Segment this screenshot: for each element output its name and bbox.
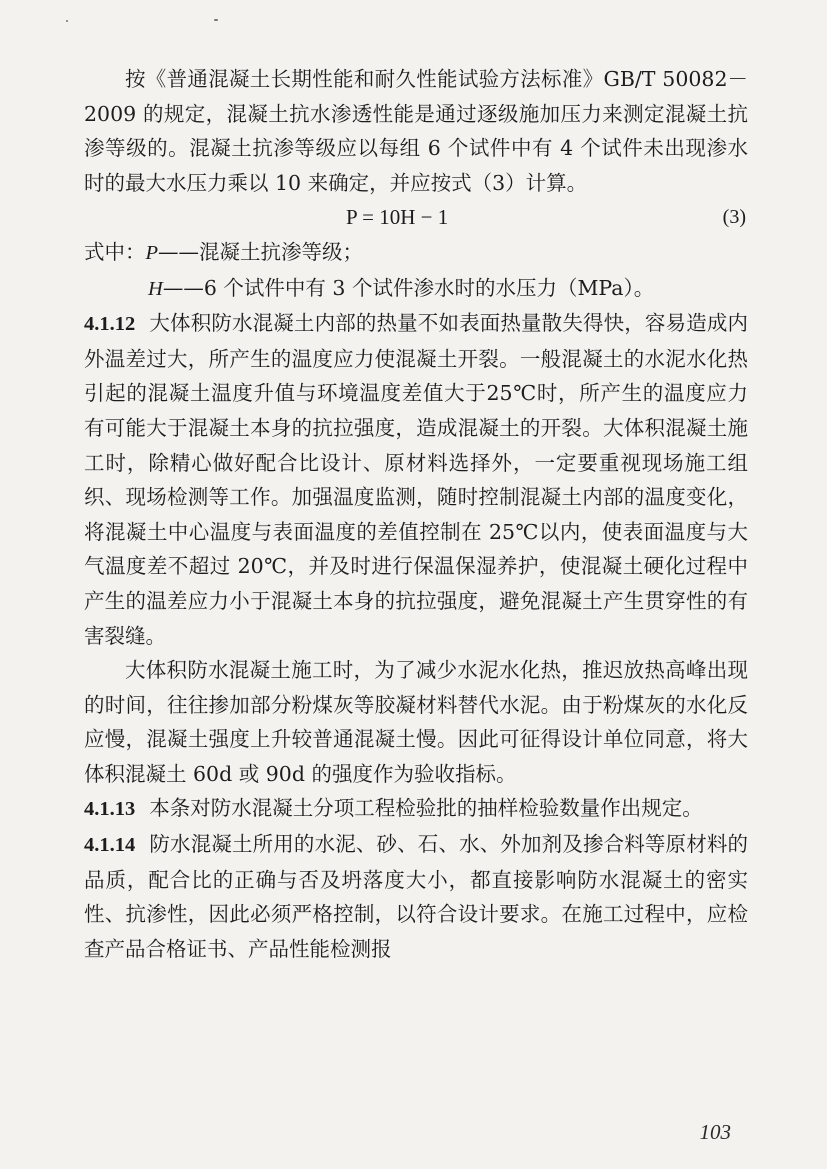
formula-number: (3) [722, 206, 746, 229]
clause-4-1-14 [84, 827, 748, 966]
page-number: 103 [699, 1120, 731, 1144]
scan-speck [214, 19, 218, 21]
clause-number: 4.1.12 [84, 313, 136, 336]
clause-number: 4.1.14 [84, 834, 136, 857]
legend-text-p: ——混凝土抗渗等级； [158, 239, 364, 264]
legend-prefix: 式中： [84, 239, 146, 264]
body-text [84, 62, 748, 966]
legend-symbol-p: P [145, 241, 159, 264]
formula: P = 10H − 1 [346, 205, 449, 230]
scan-speck [66, 20, 68, 22]
legend-text-h: ——6 个试件中有 3 个试件渗水时的水压力（MPa）。 [162, 275, 655, 300]
clause-text: 大体积防水混凝土内部的热量不如表面热量散失得快，容易造成内外温差过大，所产生的温度应力使混凝土开裂。一般混凝土的水泥水化热引起的混凝土温度升值与环境温度差值大于25℃时，所产生的温度应力有可能大于混凝土本身的抗拉强度，造成混凝土的开裂。大体积混凝土施工时，除精心做好配合比设计、原材料选择外，一定要重视现场施工组织、现场检测等工作。加强温度监测，随时控制混凝土内部的温度变化，将混凝土中心温度与表面温度的差值控制在 25℃以内，使表面温度与大气温度差不超过 20℃，并及时进行保温保湿养护，使混凝土硬化过程中产生的温差应力小于混凝土本身的抗拉强度，避免混凝土产生贯穿性的有害裂缝。 [84, 311, 748, 648]
clause-4-1-13 [84, 791, 748, 827]
clause-text: 防水混凝土所用的水泥、砂、石、水、外加剂及掺合料等原材料的品质，配合比的正确与否及坍落度大小，都直接影响防水混凝土的密实性、抗渗性，因此必须严格控制，以符合设计要求。在施工过程中，应检查产品合格证书、产品性能检测报 [84, 832, 748, 961]
paragraph-mass-concrete: 大体积防水混凝土施工时，为了减少水泥水化热，推迟放热高峰出现的时间，往往掺加部分粉煤灰等胶凝材料替代水泥。由于粉煤灰的水化反应慢，混凝土强度上升较普通混凝土慢。因此可征得设计单位同意，将大体积混凝土 60d 或 90d 的强度作为验收指标。 [84, 658, 748, 786]
clause-text: 本条对防水混凝土分项工程检验批的抽样检验数量作出规定。 [149, 796, 703, 821]
clause-4-1-12 [84, 306, 748, 653]
formula-row [84, 200, 748, 235]
legend-symbol-h: H [148, 277, 163, 300]
legend-row-h [84, 271, 748, 307]
clause-number: 4.1.13 [84, 798, 136, 821]
paragraph-permeability-intro: 按《普通混凝土长期性能和耐久性能试验方法标准》GB/T 50082－2009 的规定，混凝土抗水渗透性能是通过逐级施加压力来测定混凝土抗渗等级的。混凝土抗渗等级应以每组 6 个试件中有 4 个试件未出现渗水时的最大水压力乘以 10 来确定，并应按式（3）计算。 [84, 67, 748, 195]
legend-row-p [84, 235, 748, 271]
